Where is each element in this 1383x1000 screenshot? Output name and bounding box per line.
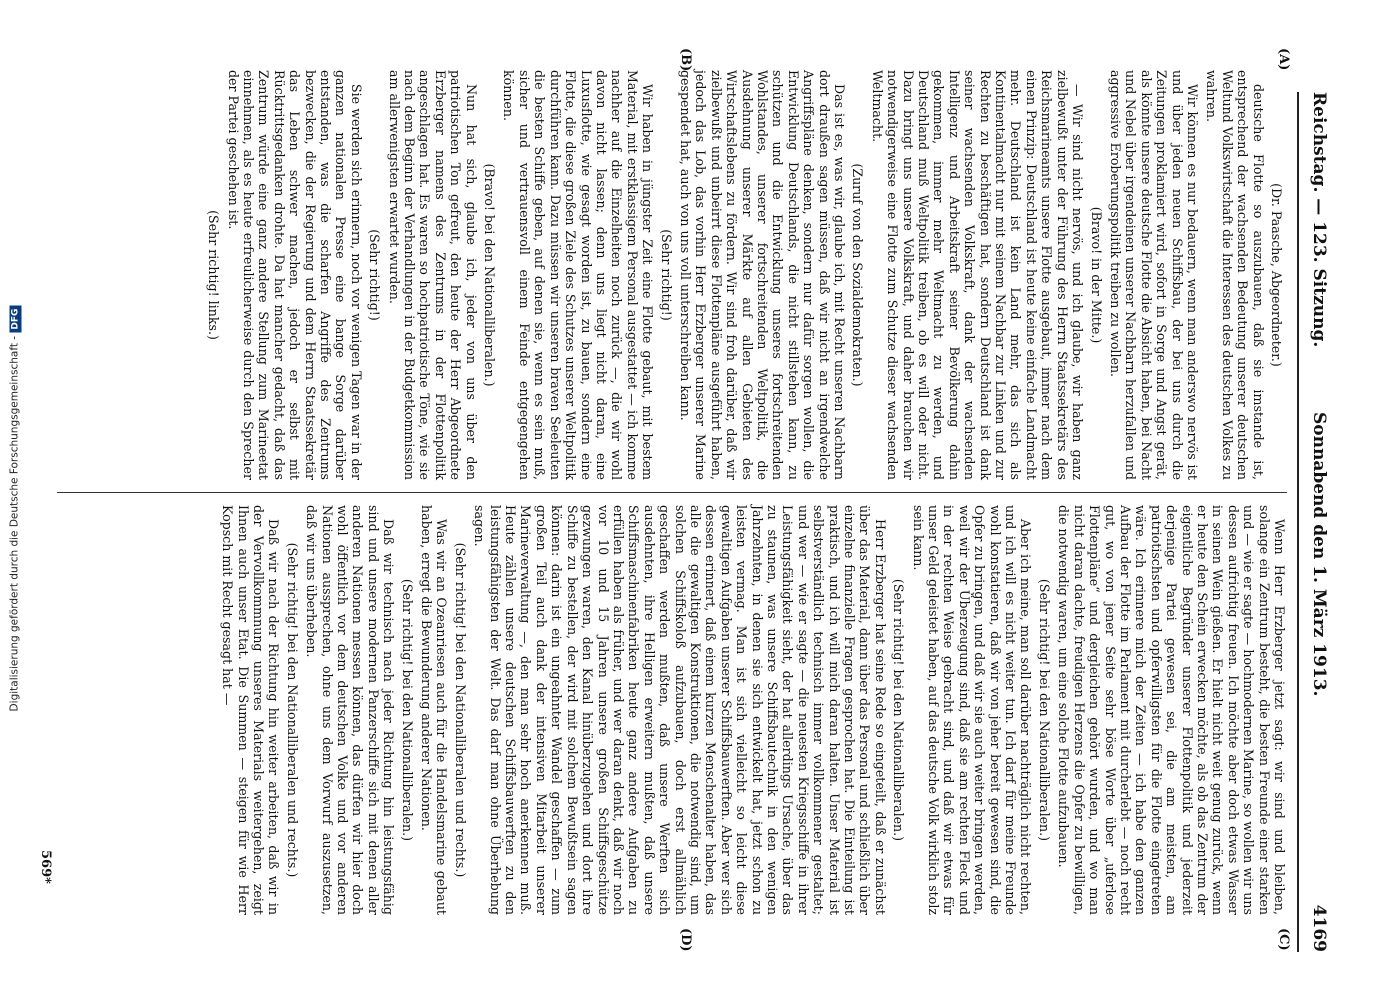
paragraph: Sie werden sich erinnern, noch vor wenigen Tagen war in der ganzen nationalen Presse eine bange Sorge darüber entstanden, was die scharfen Angriffe des Zentrums bezwecken, die der Regierung und dem Herrn Staatssekretär das Leben schwer machen, jedoch er selbst mit Rücktrittsgedanken drohte. Da hat mancher gedacht, daß das Zentrum würde eine ganz andere Stellung zum Marineetat einnehmen, als es heute erfreulicherweise durch den Sprecher der Partei geschehen ist.: [225, 70, 364, 480]
margin-mark-c: (C): [1276, 928, 1291, 951]
interjection: (Bravo! bei den Nationalliberalen.): [482, 163, 498, 387]
page-header: [1297, 92, 1335, 952]
interjection: (Sehr richtig!): [658, 229, 674, 321]
interjection: (Bravo! in der Mitte.): [1088, 206, 1104, 344]
interjection: (Sehr richtig!): [367, 229, 383, 321]
funding-note-text: Digitalisierung gefördert durch die Deutsche Forschungsgemeinschaft -: [8, 335, 21, 712]
right-column: [216, 505, 1287, 915]
paragraph: Nun hat sich, glaube ich, jeder von uns über den patriotischen Ton gefreut, den heute der Herr Abgeordnete Erzberger namens des Zentrums in der Flottenpolitik angeschlagen hat. Es waren so hochpatriotische Töne, wie sie nach dem Beginn der Verhandlungen in der Budgetkommission am allerwenigsten erwartet wurden.: [386, 70, 479, 480]
interjection: (Sehr richtig! bei den Nationalliberalen.): [1036, 578, 1052, 842]
interjection: (Zuruf von den Sozialdemokraten.): [850, 163, 866, 387]
interjection: (Sehr richtig! bei den Nationalliberalen.): [399, 578, 415, 842]
paragraph: Wir haben in jüngster Zeit eine Flotte gebaut, mit bestem Material, mit erstklassigem Personal ausgestattet — ich komme nachher auf die Einzelheiten noch zurück —, die wir wohl davon nicht lassen; denn uns liegt nicht daran, eine Luxusflotte, wie gesagt worden ist, zu bauen, sondern eine Flotte, die diese großen Ziele des Schutzes unserer Weltpolitik durchführen kann. Dazu müssen wir unseren braven Seeleuten die besten Schiffe geben, auf denen sie, wenn es sein muß, sicher und vertrauensvoll einem Feinde entgegengehen können.: [501, 70, 656, 480]
margin-mark-d: (D): [678, 928, 693, 952]
paragraph: Daß wir nach der Richtung hin weiter arbeiten, daß wir in der Vervollkommnung unseres Materials weitergehen, zeigt Ihnen auch unser Etat. Die Summen — steigen für wie Herr Kopsch mit Recht gesagt hat —: [220, 505, 282, 915]
header-left: Reichstag. — 123. Sitzung.: [1309, 92, 1329, 348]
interjection: (Sehr richtig! links.): [206, 210, 222, 340]
dfg-logo: DFG: [10, 306, 22, 333]
paragraph: Das ist es, was wir, glaube ich, mit Recht unseren Nachbarn dort draußen sagen müssen, daß wir nicht an irgendwelche Angriffspläne denken, sondern nur dafür sorgen wollen, die Entwicklung Deutschlands, die nicht stillstehen kann, zu schützen und die Entwicklung unseres fortschreitenden Wohlstandes, unserer fortschreitenden Weltpolitik, die Ausdehnung unserer Märkte auf allen Gebieten des Wirtschaftslebens zu fördern. Wir sind froh darüber, daß wir zielbewußt und unbeirrt diese Flottenpläne ausgeführt haben, jedoch das Lob, das vorhin Herr Erzberger unserer Marine gespendet hat, auch von uns voll unterschreiben kann.: [677, 70, 848, 480]
paragraph: Aber ich meine, man soll darüber nachträglich nicht rechten, und ich will es nicht weiter tun. Ich darf für meine Freunde wohl konstatieren, daß wir von jeher bereit gewesen sind, die Opfer zu bringen, und daß wir sie auch weiter bringen werden, weil wir der Überzeugung sind, daß sie am rechten Fleck und in der rechten Weise gebracht sind, und daß wir etwas für unser Geld geleistet haben, auf das deutsche Volk wirklich stolz sein kann.: [910, 505, 1034, 915]
interjection: (Sehr richtig! bei den Nationalliberalen und rechts.): [284, 542, 300, 878]
page-number: 4169: [1309, 904, 1329, 952]
paragraph: Wenn Herr Erzberger jetzt sagt: wir sind und bleiben, solange ein Zentrum besteht, die besten Freunde einer starken und — wie er sagte — hochmodernen Marine, so wollen wir uns dessen aufrichtig freuen. Ich möchte aber doch etwas Wasser in seinen Wein gießen. Er hielt nicht weit genug zurück, wenn er heute den Schein erwecken möchte, als ob das Zentrum der eigentliche Begründer unserer Flottenpolitik und jederzeit derjenige Partei gewesen sei, die am meisten, am patriotischsten und opferwilligsten für die Flotte eingetreten wäre. Ich erinnere mich der Zeiten — ich habe den ganzen Aufbau der Flotte im Parlament mit durcherlebt — noch recht gut, wo von jener Seite sehr böse Worte über „uferlose Flottenpläne“ und dergleichen gehört wurden, und wo man nicht daran dachte, freudigen Herzens die Opfer zu bewilligen, die notwendig waren, um eine solche Flotte aufzubauen.: [1056, 505, 1287, 915]
interjection: (Sehr richtig! bei den Nationalliberalen.): [891, 578, 907, 842]
margin-mark-a: (A): [1276, 48, 1291, 71]
paragraph: Wir können es nur bedauern, wenn man anderswo nervös ist und über jeden neuen Schiffsbau, der bei uns durch die Zeitungen proklamiert wird, sofort in Sorge und Angst gerät, als könnte unsere deutsche Flotte die Absicht haben, bei Nacht und Nebel über irgendeinen unserer Nachbarn herzufallen und aggressive Eroberungspolitik treiben zu wollen.: [1107, 70, 1200, 480]
paragraph: Daß wir technisch nach jeder Richtung hin leistungsfähig sind und unsere modernen Panzerschiffe sich mit denen aller anderen Nationen messen können, das dürfen wir hier doch wohl öffentlich vor dem deutschen Volke und vor anderen Nationen aussprechen, ohne uns dem Vorwurf auszusetzen, daß wir uns überheben.: [304, 505, 397, 915]
interjection: (Sehr richtig! bei den Nationalliberalen und rechts.): [452, 542, 468, 878]
column-divider: [57, 492, 1287, 493]
left-column: [203, 70, 1287, 480]
paragraph: — Wir sind nicht nervös, und ich glaube, wir haben ganz zielbewußt unter der Führung des Herrn Staatssekretärs des Reichsmarineamts unsere Flotte ausgebaut, immer nach dem einen Prinzip: Deutschland ist heute keine einfache Landmacht mehr. Deutschland ist kein Land mehr, das sich als Kontinentalmacht nur mit seinem Nachbar zur Linken und zur Rechten zu beschäftigen hat, sondern Deutschland ist dank seiner wachsenden Volkskraft, dank der wachsenden Intelligenz und Arbeitskraft seiner Bevölkerung dahin gekommen, immer mehr Weltmacht zu werden, und Deutschland muß Weltpolitik treiben, ob es will oder nicht. Dazu bringt uns unsere Volkskraft, und daher brauchen wir notwendigerweise eine Flotte zum Schutze dieser wachsenden Weltmacht.: [869, 70, 1086, 480]
signature-mark: 569*: [38, 850, 53, 884]
margin-mark-b: (B): [678, 48, 693, 72]
interjection: (Dr. Paasche, Abgeordneter.): [1269, 183, 1284, 367]
paragraph: Was wir an Ozeanriesen auch für die Handelsmarine gebaut haben, erregt die Bewunderung anderer Nationen.: [419, 505, 450, 915]
paragraph: deutsche Flotte so auszubauen, daß sie imstande ist, entsprechend der wachsenden Bedeutung unserer deutschen Weltund Volkswirtschaft die Interessen des deutschen Volkes zu wahren.: [1204, 70, 1266, 480]
paragraph: Herr Erzberger hat seine Rede so eingeteilt, daß er zunächst über das Material, dann über das Personal und schließlich über einzelne finanzielle Fragen gesprochen hat. Die Einteilung ist praktisch, und ich will mich daran halten. Unser Material ist selbstverständlich technisch immer vollkommener gestaltet; und wer — wie er sagte — die neuesten Kriegsschiffe in ihrer Leistungsfähigkeit sieht, der hat allerdings Ursache, über das zu staunen, was unsere Schiffsbautechnik in den wenigen Jahrzehnten, in denen sie sich entwickelt hat, jetzt schon zu leisten vermag. Man ist sich vielleicht so leicht diese gewaltigen Aufgaben unserer Schiffsbauwerften. Aber wer sich dessen erinnert, daß einem kurzen Menschenalter haben, das alle die gewaltigen Konstruktionen, die notwendig sind, um solchen Schiffskoloß aufzubauen, doch erst allmählich geschaffen werden mußten, daß unsere Werften sich ausdehnten, ihre Helligen erweitern mußten, daß unsere Schiffsmaschinenfabriken heute ganz andere Aufgaben zu erfüllen haben als früher, und wer daran denkt, daß wir noch vor 10 und 15 Jahren unsere großen Schiffsgeschütze gezwungen waren, den Kanal hinüberzugehen und dort ihre Schiffe zu bestellen, der wird mit solchem Bewußtsein sagen können: darin ist ein ungeahnter Wandel geschaffen — zum großen Teil auch dank der intensiven Mitarbeit unserer Marineverwaltung —, den man sehr hoch anerkennen muß. Heute zählen unsere deutschen Schiffsbauwerften zu den leistungsfähigsten der Welt. Das darf man ohne Überhebung sagen.: [472, 505, 888, 915]
header-date: Sonnabend den 1. März 1913.: [1309, 412, 1329, 697]
